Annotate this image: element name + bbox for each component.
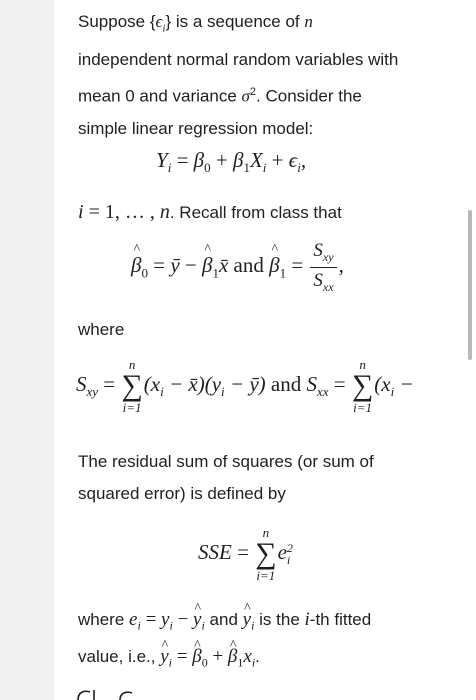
equals-sign: = bbox=[171, 148, 194, 172]
intro-paragraph bbox=[78, 6, 454, 145]
sigma-sign: ∑ bbox=[351, 369, 374, 402]
and-word: and bbox=[228, 253, 270, 278]
intro-text: } is a sequence of bbox=[165, 12, 300, 31]
sxx-term: − bbox=[394, 371, 414, 396]
residual-symbol: e bbox=[277, 539, 287, 564]
sxy-subscript: xy bbox=[322, 249, 334, 264]
equals-sign: = bbox=[172, 646, 193, 668]
minus-sign: − bbox=[179, 253, 202, 278]
sxx-subscript: xx bbox=[317, 384, 329, 399]
sum-lower: i=1 bbox=[353, 400, 373, 415]
model-epsilon-index: i bbox=[297, 160, 301, 176]
sse-index: i bbox=[286, 553, 291, 567]
plus-sign: + bbox=[210, 148, 233, 172]
and-word: and bbox=[265, 371, 307, 396]
model-epsilon: ϵ bbox=[288, 148, 298, 172]
recall-text: . Recall from class that bbox=[169, 203, 342, 222]
sigma-sign: ∑ bbox=[121, 369, 143, 402]
y-bar: ȳ bbox=[170, 253, 180, 278]
equals-sign: = bbox=[140, 609, 162, 630]
beta-zero: β bbox=[193, 148, 205, 172]
intro-text: mean 0 and variance bbox=[78, 87, 237, 107]
beta-one-index: 1 bbox=[243, 160, 250, 176]
index: i bbox=[160, 384, 164, 399]
index: i bbox=[137, 618, 141, 633]
estimator-equation bbox=[131, 240, 344, 295]
equals-sign: = bbox=[328, 371, 351, 396]
sxx-subscript: xx bbox=[322, 279, 334, 294]
beta-one-hat: ^ β bbox=[269, 253, 279, 278]
intro-text: Suppose { bbox=[78, 12, 156, 31]
y-symbol: y bbox=[161, 609, 170, 630]
y-hat-symbol: ^ y bbox=[193, 604, 201, 636]
sse-exponent: 2 bbox=[286, 541, 293, 555]
y-hat-symbol: ^ y bbox=[243, 604, 251, 636]
sxx-term: (x bbox=[374, 371, 391, 396]
sxy-term: (x bbox=[143, 371, 161, 396]
fitted-text: where bbox=[78, 610, 125, 629]
fitted-paragraph: where $e_i = y_i$ − ^ $y_i$ and ^ $y_i$ is the i-th fitted value, i.e., ^ $y_i$ = ^ $\beta_0$ + ^ $\beta_1x_i$. bbox=[78, 604, 454, 679]
summation bbox=[121, 358, 142, 414]
sum-upper: n bbox=[359, 357, 366, 372]
n-symbol: n bbox=[159, 201, 170, 223]
model-y: Y bbox=[156, 148, 168, 172]
sxy-sxx-equation bbox=[76, 358, 414, 414]
sxy-term: − ȳ) bbox=[224, 371, 266, 396]
equals-sign: = bbox=[286, 253, 309, 278]
beta-zero-hat: ^ β bbox=[192, 641, 201, 673]
sxy-subscript: xy bbox=[86, 384, 99, 399]
summation bbox=[352, 358, 373, 414]
sxy-term: − x̄)(y bbox=[163, 371, 222, 396]
sse-symbol: SSE bbox=[198, 539, 232, 564]
intro-text: . Consider the bbox=[256, 87, 362, 107]
equals-sign: = bbox=[231, 539, 255, 564]
epsilon-symbol: ϵ bbox=[155, 12, 163, 31]
fitted-text: value, i.e., bbox=[78, 647, 161, 667]
index-line bbox=[78, 196, 454, 229]
scrollbar-thumb[interactable] bbox=[468, 210, 472, 360]
fitted-text: -th fitted bbox=[309, 610, 372, 629]
sxx-symbol: S bbox=[313, 269, 323, 291]
equals-sign: = bbox=[98, 371, 121, 396]
model-equation: $Y_i = \beta_0 + \beta_1X_i + \epsilon_i$, bbox=[156, 148, 307, 176]
beta-zero-hat: ^ β bbox=[131, 253, 141, 278]
y-hat-symbol: ^ y bbox=[160, 641, 168, 673]
sxx-symbol: S bbox=[306, 371, 317, 396]
beta-one-hat: ^ β bbox=[202, 253, 212, 278]
x-symbol: x bbox=[243, 646, 252, 668]
residual-text: squared error) is defined by bbox=[78, 484, 286, 503]
comma: , bbox=[300, 148, 307, 172]
sigma-exponent: 2 bbox=[249, 86, 257, 99]
cut-off-text bbox=[54, 688, 476, 700]
range-text: = 1, … , bbox=[83, 201, 160, 223]
residual-paragraph bbox=[78, 446, 454, 510]
beta-one: β bbox=[232, 148, 244, 172]
n-symbol: n bbox=[304, 12, 313, 31]
residual-text: The residual sum of squares (or sum of bbox=[78, 452, 374, 471]
sse-equation bbox=[198, 526, 293, 582]
i-symbol: i bbox=[78, 201, 84, 223]
beta-zero-index: 0 bbox=[141, 265, 148, 281]
model-x: X bbox=[249, 148, 263, 172]
intro-text: independent normal random variables with bbox=[78, 50, 399, 70]
residual-symbol: e bbox=[129, 609, 138, 630]
index: i bbox=[390, 384, 395, 399]
sigma-symbol: σ bbox=[241, 87, 250, 107]
sum-lower: i=1 bbox=[122, 400, 142, 415]
period: . bbox=[255, 647, 260, 667]
plus-sign: + bbox=[266, 148, 289, 172]
plus-sign: + bbox=[207, 646, 228, 668]
sxy-symbol: S bbox=[76, 371, 87, 396]
fitted-text: is the bbox=[254, 610, 305, 629]
minus-sign: − bbox=[172, 609, 194, 630]
comma: , bbox=[338, 253, 344, 278]
x-bar: x̄ bbox=[218, 253, 229, 278]
document-page bbox=[54, 0, 476, 700]
sum-lower: i=1 bbox=[256, 568, 276, 583]
sxy-over-sxx-fraction bbox=[310, 240, 336, 295]
index: i bbox=[221, 384, 225, 399]
fitted-text: and bbox=[204, 610, 243, 629]
sigma-sign: ∑ bbox=[255, 537, 277, 570]
equals-sign: = bbox=[147, 253, 171, 278]
sxy-symbol: S bbox=[313, 240, 323, 261]
i-symbol: i bbox=[304, 609, 310, 630]
beta-zero-index: 0 bbox=[204, 160, 211, 176]
beta-one-index: 1 bbox=[279, 265, 287, 281]
where-label bbox=[78, 314, 454, 346]
intro-text: simple linear regression model: bbox=[78, 119, 314, 139]
summation bbox=[255, 526, 276, 582]
epsilon-index: i bbox=[162, 22, 166, 35]
beta-one-index: 1 bbox=[212, 265, 219, 281]
beta-one-hat: ^ β bbox=[228, 641, 237, 673]
sum-upper: n bbox=[128, 357, 136, 372]
where-text: where bbox=[78, 320, 125, 339]
sum-upper: n bbox=[262, 525, 270, 540]
left-margin bbox=[0, 0, 54, 700]
